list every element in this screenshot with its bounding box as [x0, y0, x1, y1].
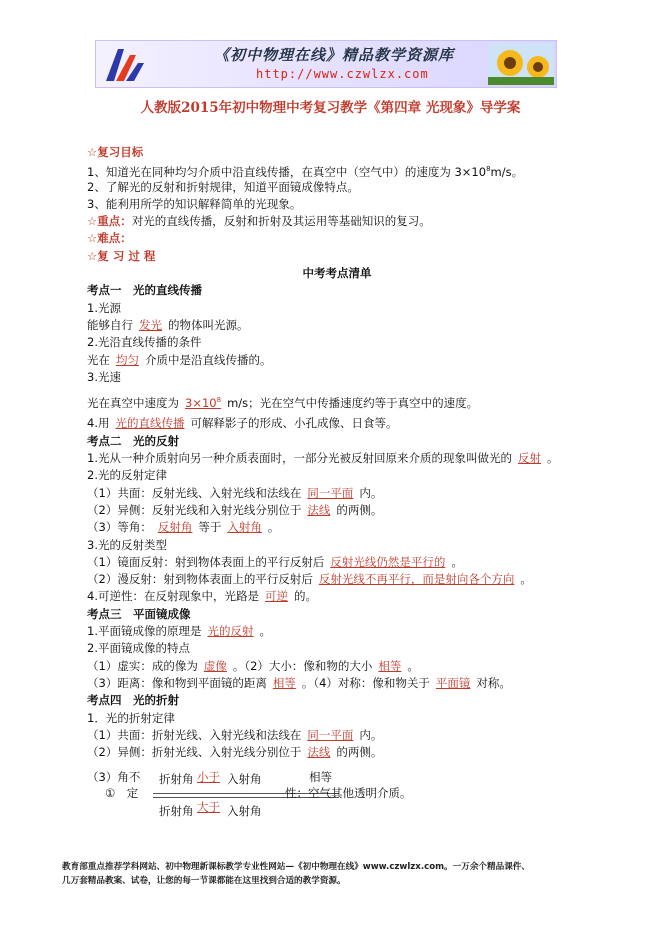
text: 能够自行: [87, 317, 133, 332]
text: 。（4）对称：像和物关于: [301, 675, 430, 690]
refraction-angle-diagram: [87, 765, 507, 825]
text: 。: [407, 658, 419, 673]
answer-blank: 相等: [272, 675, 296, 690]
page-footer: [62, 860, 602, 888]
text: 。（2）大小：像和物的大小: [232, 658, 373, 673]
answer-exponent: 8: [216, 396, 222, 405]
text: 折射角: [159, 804, 194, 818]
answer-blank: 入射角: [227, 520, 262, 535]
text: （1）共面：折射光线、入射光线和法线在: [87, 727, 302, 742]
answer-blank: 相等: [378, 658, 402, 673]
answer-blank: 同一平面: [307, 727, 354, 742]
text: （2）异侧：反射光线和入射光线分别位于: [87, 502, 302, 517]
text: 的。: [293, 589, 317, 604]
footer-line: 几万套精品教案、试卷，让您的每一节课都能在这里找到合适的教学资源。: [62, 876, 346, 886]
fill-line: [87, 502, 587, 519]
speed-exponent: 8: [486, 165, 491, 174]
text: 相等: [309, 770, 332, 784]
fill-line: [87, 392, 587, 409]
text: 可解释影子的形成、小孔成像、日食等。: [190, 416, 398, 431]
process-label: ☆复 习 过 程: [87, 248, 156, 263]
text: （1）镜面反射：射到物体表面上的平行反射后: [87, 554, 325, 569]
text: 等于: [198, 520, 222, 535]
answer-blank: [179, 396, 227, 410]
answer-blank: 大于: [197, 800, 220, 814]
text: （3）角不: [87, 770, 141, 784]
text: 入射角: [227, 804, 262, 818]
text: 内。: [359, 485, 383, 500]
fill-line: [87, 317, 587, 334]
sunflower-image: [488, 43, 554, 85]
goals-heading: ☆复习目标: [87, 145, 144, 159]
text: 的物体叫光源。: [168, 317, 249, 332]
answer-blank: 法线: [307, 502, 331, 517]
text: （2）异侧：折射光线、入射光线分别位于: [87, 745, 302, 760]
text: 4.用: [87, 416, 110, 431]
banner-url[interactable]: http://www.czwlzx.com: [256, 67, 429, 81]
document-title: 人教版2015年初中物理中考复习教学《第四章 光现象》导学案: [140, 100, 521, 116]
subsection: 2.光沿直线传播的条件: [87, 335, 202, 350]
answer-blank: 光的反射: [207, 624, 254, 639]
answer-blank: 虚像: [203, 658, 227, 673]
answer-text: 3×10: [185, 395, 217, 410]
text: 1.光从一种介质射向另一种介质表面时，一部分光被反射回原来介质的现象叫做光的: [87, 451, 512, 466]
goal-text: 1、知道光在同种均匀介质中沿直线传播，在真空中（空气中）的速度为 3×10: [87, 165, 487, 180]
goal-item: [87, 161, 587, 178]
answer-blank: 平面镜: [435, 675, 471, 690]
answer-blank: 均匀: [116, 352, 139, 367]
text: 1.平面镜成像的原理是: [87, 624, 202, 639]
answer-blank: 反射: [517, 451, 541, 466]
answer-blank: 法线: [307, 745, 331, 760]
text: （1）虚实：成的像为: [87, 658, 198, 673]
text: 。: [520, 572, 532, 587]
fill-line: [87, 675, 587, 692]
text: 光在真空中速度为: [87, 395, 179, 410]
subsection: 1.光源: [87, 300, 121, 315]
key-point: [87, 213, 587, 230]
answer-blank: 同一平面: [307, 485, 354, 500]
banner-title: 《初中物理在线》精品教学资源库: [214, 46, 455, 64]
text: （1）共面：反射光线、入射光线和法线在: [87, 485, 302, 500]
fill-line: [87, 519, 587, 536]
text: 折射角: [159, 772, 194, 786]
section-heading: 考点三 平面镜成像: [87, 606, 191, 621]
answer-blank: 光的直线传播: [115, 416, 185, 431]
text: （2）漫反射：射到物体表面上的平行反射后: [87, 572, 313, 587]
subsection: 1．光的折射定律: [87, 710, 175, 725]
text: 的两侧。: [336, 745, 383, 760]
section-heading: 考点一 光的直线传播: [87, 283, 202, 298]
key-label: ☆重点：: [87, 214, 132, 229]
fill-line: [87, 727, 587, 744]
fill-line: [87, 658, 587, 675]
text: 。: [451, 554, 463, 569]
text: 入射角: [227, 772, 262, 786]
speed-unit: m/s。: [490, 165, 524, 180]
text: 的两侧。: [336, 502, 383, 517]
subsection: 3.光的反射类型: [87, 537, 167, 552]
fill-line: [87, 588, 587, 605]
subsection: 2.平面镜成像的特点: [87, 641, 190, 656]
answer-blank: 小于: [197, 770, 220, 784]
fill-line: [87, 744, 587, 761]
fill-line: [87, 623, 587, 640]
subsection: 2.光的反射定律: [87, 468, 167, 483]
difficulty-label: ☆难点：: [87, 231, 132, 246]
site-logo: [102, 45, 146, 83]
text: 。: [267, 520, 280, 535]
guide-content: [87, 144, 587, 761]
text: 性：空气其他透明介质。: [285, 786, 412, 800]
section-heading: 考点四 光的折射: [87, 693, 179, 708]
answer-blank: 发光: [139, 317, 162, 332]
text: 介质中是沿直线传播的。: [145, 352, 272, 367]
text: 光在: [87, 352, 110, 367]
text: 4.可逆性：在反射现象中，光路是: [87, 589, 259, 604]
list-title: 中考考点清单: [302, 266, 372, 281]
text: ① 定: [105, 786, 139, 800]
fill-line: [87, 554, 587, 571]
answer-blank: 反射光线不再平行，而是射向各个方向: [318, 572, 515, 587]
header-banner: [95, 40, 557, 88]
subsection: 3.光速: [87, 369, 121, 384]
answer-blank: 反射光线仍然是平行的: [330, 554, 446, 569]
answer-blank: 可逆: [264, 589, 288, 604]
fill-line: [87, 485, 587, 502]
key-text: 对光的直线传播，反射和折射及其运用等基础知识的复习。: [131, 214, 431, 229]
footer-line: 教育部重点推荐学科网站、初中物理新课标教学专业性网站—《初中物理在线》www.czwlzx.com。一万余个精品课件、: [62, 862, 530, 872]
fill-line: [87, 415, 587, 432]
fill-line: [87, 571, 587, 588]
goal-item: 3、能利用所学的知识解释简单的光现象。: [87, 196, 302, 211]
text: 。: [546, 451, 559, 466]
text: 对称。: [476, 675, 511, 690]
text: （3）距离：像和物到平面镜的距离: [87, 675, 267, 690]
text: 。: [259, 624, 271, 639]
fill-line: [87, 450, 587, 467]
text: （3）等角：: [87, 520, 152, 535]
text: 内。: [359, 727, 383, 742]
section-heading: 考点二 光的反射: [87, 433, 179, 448]
goal-item: 2、了解光的反射和折射规律，知道平面镜成像特点。: [87, 179, 359, 194]
answer-blank: 反射角: [157, 520, 193, 535]
fill-line: [87, 352, 587, 369]
text: m/s；光在空气中传播速度约等于真空中的速度。: [227, 395, 479, 410]
